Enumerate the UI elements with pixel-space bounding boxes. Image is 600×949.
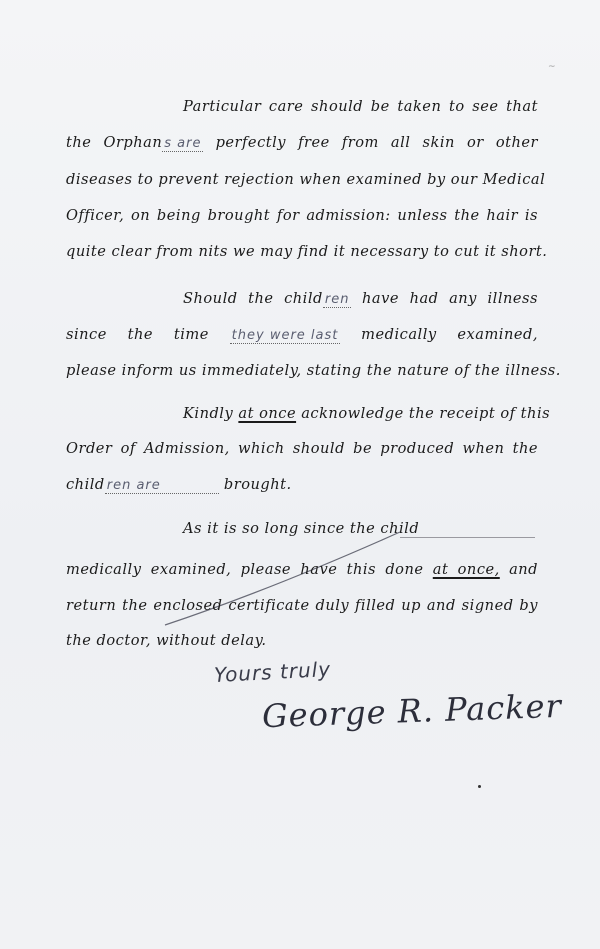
handwritten-fill: they were last	[231, 328, 339, 343]
text-segment: acknowledge the receipt of this	[301, 405, 551, 422]
text-segment: medically examined,	[361, 326, 538, 343]
page-mark: ~	[548, 62, 556, 72]
sign-off: Yours truly	[213, 656, 332, 688]
underlined-text: at once,	[432, 561, 500, 578]
paragraph-1-line-4: Officer, on being brought for admission: unless the hair is	[66, 207, 538, 224]
text-segment: Kindly	[183, 405, 234, 422]
paragraph-3-line-2: Order of Admission, which should be produced when the	[66, 440, 538, 457]
ink-dot	[478, 785, 481, 788]
text-segment: since the time	[66, 326, 209, 343]
handwritten-fill: ren	[324, 292, 350, 307]
text-segment: child	[66, 476, 105, 493]
paragraph-1-line-1: Particular care should be taken to see that	[183, 98, 538, 115]
paragraph-4-line-2	[66, 561, 538, 578]
underlined-text: at once	[238, 405, 297, 422]
text-segment: perfectly free from all skin or other	[215, 134, 539, 151]
text-segment: the Orphan	[66, 134, 163, 151]
paragraph-1-line-5: quite clear from nits we may find it necessary to cut it short.	[66, 243, 548, 260]
handwritten-fill: ren are	[105, 478, 219, 494]
paragraph-1-line-3: diseases to prevent rejection when examined by our Medical	[66, 171, 546, 188]
text-segment: and	[509, 561, 539, 578]
text-segment: have had any illness	[362, 290, 538, 307]
paragraph-2-line-3: please inform us immediately, stating the nature of the illness.	[66, 362, 561, 379]
paragraph-4-line-1: As it is so long since the child	[183, 520, 420, 537]
signature: George R. Packer	[261, 686, 563, 736]
paragraph-4-line-3: return the enclosed certificate duly filled up and signed by	[66, 597, 538, 614]
text-segment: medically examined, please have this done	[66, 561, 424, 578]
paragraph-4-line-4: the doctor, without delay.	[66, 632, 267, 649]
handwritten-fill: s are	[164, 136, 202, 151]
text-segment: Should the child	[183, 290, 323, 307]
text-segment: brought.	[223, 476, 292, 493]
